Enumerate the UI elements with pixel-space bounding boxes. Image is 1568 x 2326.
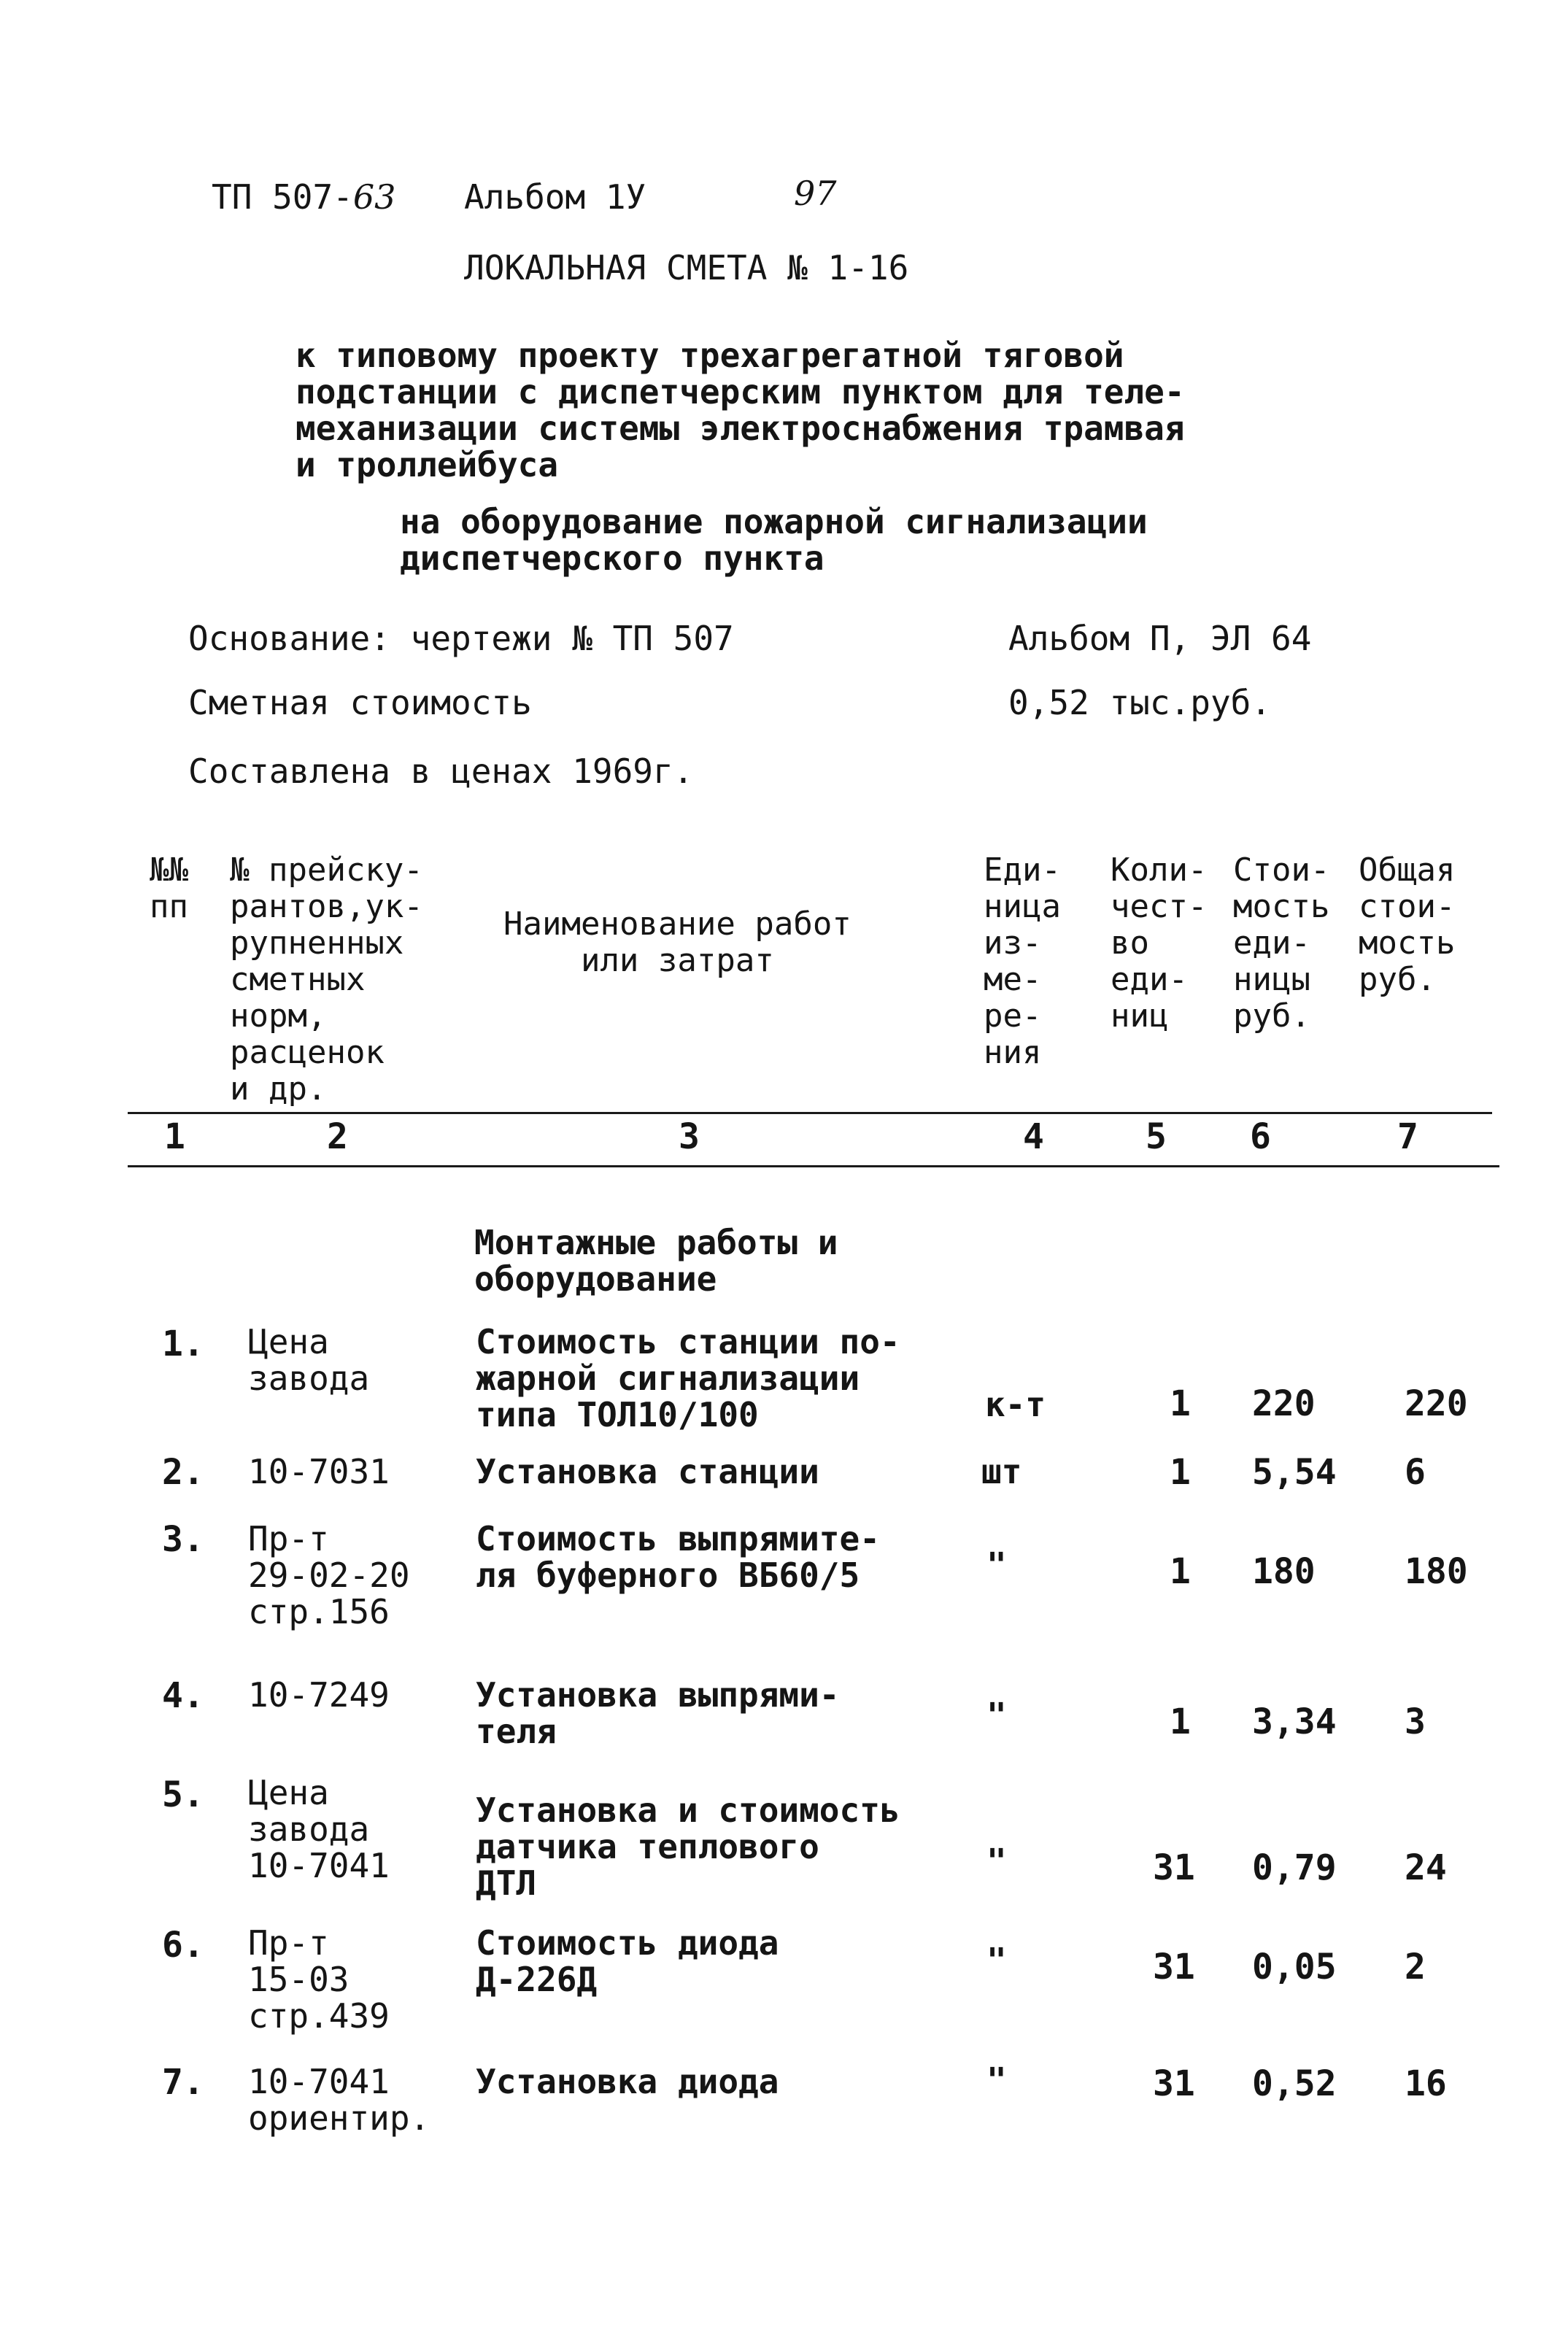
section-title: Монтажные работы и оборудование [474, 1223, 838, 1299]
column-number-1: 1 [164, 1116, 185, 1157]
project-code-text: ТП 507- [212, 177, 353, 217]
basis-label: Основание: чертежи № ТП 507 [188, 619, 734, 658]
row-total: 220 [1405, 1383, 1468, 1424]
row-reference: 10-7031 [248, 1452, 390, 1491]
column-header-2: № прейску- рантов,ук- рупненных сметных норм, расценок и др. [230, 851, 423, 1108]
row-name: Стоимость станции по- жарной сигнализации типа ТОЛ10/100 [476, 1322, 900, 1434]
row-name: Установка выпрями- теля [476, 1675, 840, 1751]
column-number-4: 4 [1023, 1116, 1044, 1157]
document-title: ЛОКАЛЬНАЯ СМЕТА № 1-16 [464, 248, 909, 287]
page-number: 97 [794, 174, 837, 213]
row-name: Установка станции [476, 1452, 819, 1491]
column-number-3: 3 [679, 1116, 700, 1157]
column-number-5: 5 [1146, 1116, 1167, 1157]
row-reference: 10-7041 ориентир. [248, 2062, 430, 2138]
row-number: 4. [162, 1675, 204, 1716]
row-number: 1. [162, 1324, 204, 1364]
project-code [212, 177, 395, 217]
table-rule-top [128, 1112, 1492, 1114]
row-reference: Пр-т 15-03 стр.439 [248, 1923, 390, 2036]
table-rule-bottom [128, 1165, 1499, 1167]
row-quantity: 1 [1170, 1452, 1191, 1493]
album-label: Альбом 1У [464, 177, 646, 217]
row-unit-price: 0,05 [1252, 1947, 1337, 1987]
row-name: Стоимость выпрямите- ля буферного ВБ60/5 [476, 1519, 880, 1595]
row-unit: " [986, 1842, 1007, 1881]
row-reference: Цена завода 10-7041 [248, 1773, 390, 1885]
column-number-7: 7 [1397, 1116, 1418, 1157]
row-quantity: 31 [1153, 1947, 1195, 1987]
row-unit-price: 0,52 [1252, 2063, 1337, 2104]
row-total: 3 [1405, 1701, 1426, 1742]
row-unit-price: 220 [1252, 1383, 1316, 1424]
estimated-cost-value: 0,52 тыс.руб. [1008, 683, 1272, 722]
column-header-7: Общая стои- мость руб. [1359, 851, 1456, 998]
row-number: 2. [162, 1452, 204, 1493]
row-total: 16 [1405, 2063, 1447, 2104]
row-reference: Цена завода [248, 1322, 370, 1398]
row-quantity: 1 [1170, 1551, 1191, 1592]
document-purpose: на оборудование пожарной сигнализации диспетчерского пункта [400, 502, 1148, 578]
project-code-handwritten: 63 [352, 177, 396, 217]
row-unit-price: 3,34 [1252, 1701, 1337, 1742]
row-unit-price: 180 [1252, 1551, 1316, 1592]
row-unit: " [986, 1941, 1007, 1980]
column-number-6: 6 [1250, 1116, 1271, 1157]
column-header-1: №№ пп [150, 851, 188, 925]
row-quantity: 1 [1170, 1701, 1191, 1742]
column-number-2: 2 [327, 1116, 348, 1157]
estimated-cost-label: Сметная стоимость [188, 683, 532, 722]
row-unit-price: 0,79 [1252, 1847, 1337, 1888]
row-reference: Пр-т 29-02-20 стр.156 [248, 1519, 410, 1631]
row-number: 7. [162, 2062, 204, 2103]
column-header-3: Наименование работ или затрат [503, 905, 851, 979]
column-header-6: Стои- мость еди- ницы руб. [1233, 851, 1330, 1035]
row-unit: к-т [985, 1385, 1046, 1424]
compiled-note: Составлена в ценах 1969г. [188, 751, 694, 791]
row-total: 24 [1405, 1847, 1447, 1888]
row-unit: " [986, 2060, 1007, 2100]
row-unit-price: 5,54 [1252, 1452, 1337, 1493]
row-unit: " [986, 1545, 1007, 1585]
document-subject: к типовому проекту трехагрегатной тяговой подстанции с диспетчерским пунктом для теле- механизации системы электроснабжения трамвая и троллейбуса [296, 336, 1185, 484]
row-total: 180 [1405, 1551, 1468, 1592]
column-header-4: Еди- ница из- ме- ре- ния [984, 851, 1061, 1071]
row-unit: " [986, 1696, 1007, 1735]
row-reference: 10-7249 [248, 1675, 390, 1715]
row-number: 3. [162, 1519, 204, 1560]
row-name: Стоимость диода Д-226Д [476, 1923, 779, 1999]
row-total: 2 [1405, 1947, 1426, 1987]
row-number: 6. [162, 1925, 204, 1966]
row-quantity: 1 [1170, 1383, 1191, 1424]
row-quantity: 31 [1153, 2063, 1195, 2104]
column-header-5: Коли- чест- во еди- ниц [1111, 851, 1208, 1035]
row-quantity: 31 [1153, 1847, 1195, 1888]
row-number: 5. [162, 1774, 204, 1815]
basis-value: Альбом П, ЭЛ 64 [1008, 619, 1312, 658]
row-name: Установка и стоимость датчика теплового ДТЛ [476, 1790, 900, 1903]
row-total: 6 [1405, 1452, 1426, 1493]
row-unit: шт [981, 1452, 1022, 1491]
row-name: Установка диода [476, 2062, 779, 2101]
